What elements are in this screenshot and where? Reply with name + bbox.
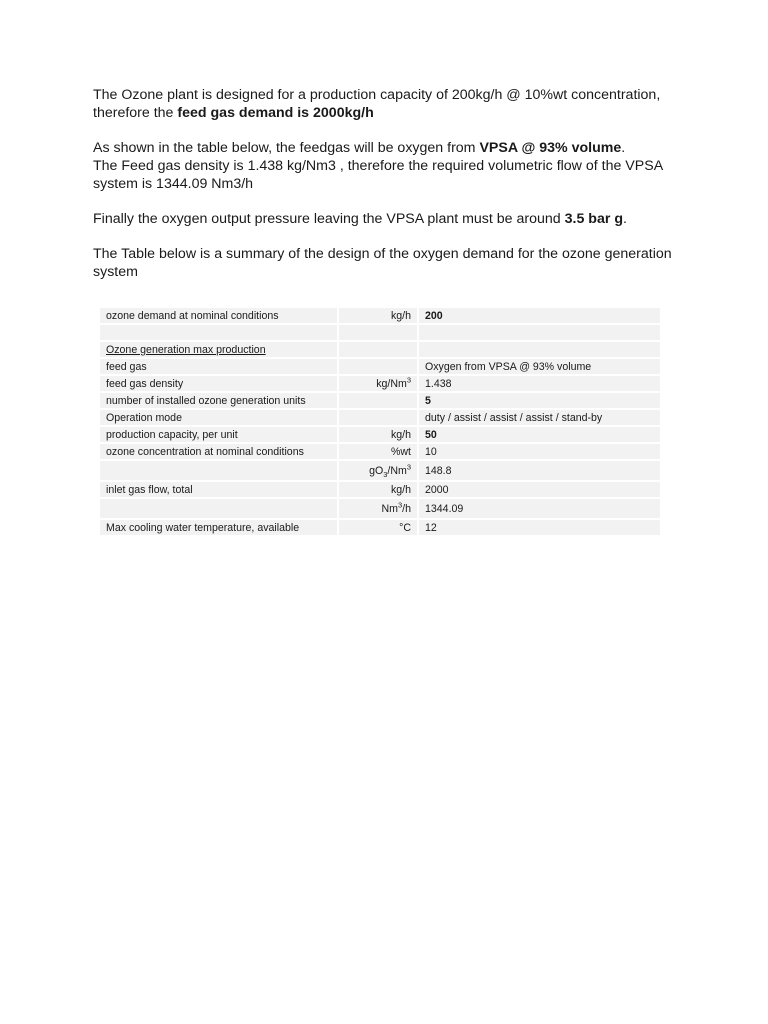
row-label: ozone concentration at nominal conditions <box>100 444 339 459</box>
unit-text: /h <box>402 502 411 515</box>
unit-text: kg/Nm <box>376 377 407 390</box>
row-value: 12 <box>419 520 660 535</box>
table-row <box>100 427 660 442</box>
paragraph-pressure <box>93 210 683 228</box>
row-label: number of installed ozone generation units <box>100 393 339 408</box>
unit-subscript: 3 <box>383 469 388 479</box>
row-unit <box>339 376 419 391</box>
paragraph-text: . <box>621 140 626 156</box>
row-unit: °C <box>339 520 419 535</box>
unit-superscript: 3 <box>406 374 411 384</box>
table-row <box>100 393 660 408</box>
row-label: production capacity, per unit <box>100 427 339 442</box>
unit-superscript: 3 <box>397 499 403 509</box>
row-value: 1.438 <box>419 376 660 391</box>
table-row <box>100 499 660 518</box>
row-value: 50 <box>419 427 660 442</box>
paragraph-text: The Ozone plant is designed for a production capacity of 200kg/h @ 10%wt concentration, <box>93 87 661 103</box>
row-unit <box>339 461 419 480</box>
row-unit: kg/h <box>339 308 419 323</box>
paragraph-text: system <box>93 264 138 280</box>
table-row <box>100 482 660 497</box>
row-unit <box>339 410 419 425</box>
table-row <box>100 376 660 391</box>
row-value: 1344.09 <box>419 499 660 518</box>
table-row <box>100 308 660 323</box>
row-label: ozone demand at nominal conditions <box>100 308 339 323</box>
paragraph-text: . <box>623 211 627 227</box>
paragraph-text: Finally the oxygen output pressure leaving the VPSA plant must be around <box>93 211 565 227</box>
emphasis-text: feed gas demand is 2000kg/h <box>177 105 374 121</box>
unit-superscript: 3 <box>406 461 411 471</box>
row-unit <box>339 499 419 518</box>
row-label: inlet gas flow, total <box>100 482 339 497</box>
row-unit: kg/h <box>339 482 419 497</box>
document-body <box>93 86 683 298</box>
row-unit: kg/h <box>339 427 419 442</box>
paragraph-text: The Feed gas density is 1.438 kg/Nm3 , therefore the required volumetric flow of the VPSA <box>93 158 664 174</box>
row-label: Max cooling water temperature, available <box>100 520 339 535</box>
section-heading: Ozone generation max production <box>106 343 266 356</box>
row-label: feed gas <box>100 359 339 374</box>
row-value: 2000 <box>419 482 660 497</box>
row-unit: %wt <box>339 444 419 459</box>
row-value: 200 <box>419 308 660 323</box>
table-row <box>100 461 660 480</box>
unit-text: Nm <box>381 502 398 515</box>
row-unit <box>339 342 419 357</box>
paragraph-feed-gas <box>93 139 683 193</box>
table-row <box>100 325 660 340</box>
row-value: 148.8 <box>419 461 660 480</box>
row-label <box>100 499 339 518</box>
design-summary-table-wrap <box>100 308 660 537</box>
row-value <box>419 342 660 357</box>
paragraph-text: The Table below is a summary of the design of the oxygen demand for the ozone generation <box>93 246 672 262</box>
paragraph-text: As shown in the table below, the feedgas will be oxygen from <box>93 140 480 156</box>
emphasis-text: VPSA @ 93% volume <box>479 140 622 156</box>
unit-text: gO <box>369 464 384 477</box>
paragraph-text: system is 1344.09 Nm3/h <box>93 176 254 192</box>
row-value: 5 <box>419 393 660 408</box>
row-value: Oxygen from VPSA @ 93% volume <box>419 359 660 374</box>
table-row <box>100 359 660 374</box>
row-label: Operation mode <box>100 410 339 425</box>
row-label <box>100 325 339 340</box>
table-row <box>100 410 660 425</box>
row-label <box>100 342 339 357</box>
paragraph-text: therefore the <box>93 105 178 121</box>
row-unit <box>339 359 419 374</box>
row-label <box>100 461 339 480</box>
row-value <box>419 325 660 340</box>
row-value: 10 <box>419 444 660 459</box>
design-summary-table <box>100 306 660 537</box>
emphasis-text: 3.5 bar g <box>564 211 623 227</box>
row-unit <box>339 325 419 340</box>
row-label: feed gas density <box>100 376 339 391</box>
unit-text: /Nm <box>387 464 407 477</box>
table-row <box>100 342 660 357</box>
row-unit <box>339 393 419 408</box>
row-value: duty / assist / assist / assist / stand-by <box>419 410 660 425</box>
paragraph-table-intro <box>93 245 683 281</box>
table-row <box>100 520 660 535</box>
table-row <box>100 444 660 459</box>
paragraph-production-capacity <box>93 86 683 122</box>
